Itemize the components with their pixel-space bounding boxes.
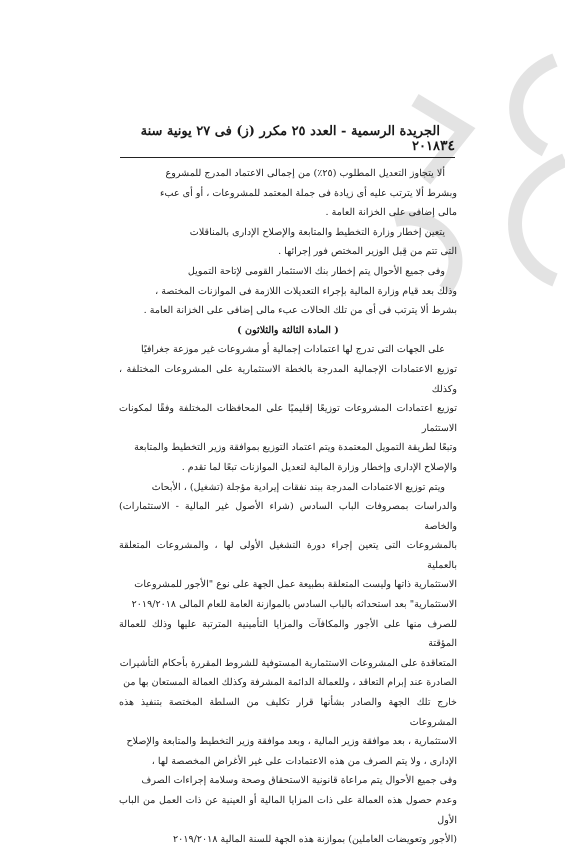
text-line: (الأجور وتعويضات العاملين) بموازنة هذه الجهة للسنة المالية ٢٠١٩/٢٠١٨ <box>173 834 457 846</box>
text-line: خارج تلك الجهة والصادر بشأنها قرار تكليف من السلطة المختصة بتنفيذ هذه المشروعات <box>119 697 457 728</box>
text-line: الاستثمارية" بعد استحداثه بالباب السادس بالموازنة العامة للعام المالى ٢٠١٩/٢٠١٨ <box>131 599 457 611</box>
text-line: وفى جميع الأحوال يتم مراعاة قانونية الاستحقاق وصحة وسلامة إجراءات الصرف <box>141 775 457 787</box>
page-number: ٣٤ <box>439 138 455 154</box>
text-line: الصادرة عند إبرام التعاقد ، وللعمالة الدائمة المشرفة وكذلك العمالة المستعان بها من <box>123 677 457 689</box>
text-line: يتعين إخطار وزارة التخطيط والمتابعة والإصلاح الإدارى بالمناقلات <box>189 226 445 238</box>
text-line: وعدم حصول هذه العمالة على ذات المزايا المالية أو العينية عن ذات العمل من الباب الأول <box>119 795 457 826</box>
text-line: وتبعًا لطريقة التمويل المعتمدة ويتم اعتماد التوزيع بموافقة وزير التخطيط والمتابعة <box>134 442 457 454</box>
text-line: ويتم توزيع الاعتمادات المدرجة ببند نفقات إيرادية مؤجلة (تشغيل) ، الأبحاث <box>151 481 445 493</box>
text-line: على الجهات التى تدرج لها اعتمادات إجمالية أو مشروعات غير موزعة جغرافيًا <box>141 344 445 356</box>
text-line: بالمشروعات التى يتعين إجراء دورة التشغيل الأولى لها ، والمشروعات المتعلقة بالعملية <box>119 540 457 571</box>
text-line: والإصلاح الإدارى وإخطار وزارة المالية لتعديل الموازنات تبعًا لما تقدم . <box>181 461 457 473</box>
text-line: المتعاقدة على المشروعات الاستثمارية المستوفية للشروط المقررة بأحكام التأشيرات <box>119 657 457 669</box>
text-line: توزيع اعتمادات المشروعات توزيعًا إقليميًا على المحافظات المختلفة وفقًا لمكونات الاستثمار <box>119 403 457 434</box>
text-line: وبشرط ألا يترتب عليه أى زيادة فى جملة المعتمد للمشروعات ، أو أى عبء <box>159 187 457 199</box>
text-line: للصرف منها على الأجور والمكافآت والمزايا التأمينية المترتبة عليها وذلك للعمالة المؤقتة <box>119 618 457 650</box>
page-header <box>120 124 455 154</box>
text-line: والدراسات بمصروفات الباب السادس (شراء الأصول غير المالية - الاستثمارات) والخاصة <box>119 501 457 532</box>
document-body <box>119 164 457 850</box>
gazette-title: الجريدة الرسمية - العدد ٢٥ مكرر (ز) فى ٢٧ يونية سنة ٢٠١٨ <box>140 124 440 154</box>
text-line: الاستثمارية ، بعد موافقة وزير المالية ، وبعد موافقة وزير التخطيط والمتابعة والإصلاح <box>126 736 457 748</box>
text-line: وفى جميع الأحوال يتم إخطار بنك الاستثمار القومى لإتاحة التمويل <box>187 265 445 277</box>
article-title: ( المادة الثالثة والثلاثون ) <box>237 324 339 336</box>
text-line: الاستثمارية ذاتها وليست المتعلقة بطبيعة عمل الجهة على نوع "الأجور للمشروعات <box>134 579 457 591</box>
text-line: مالى إضافى على الخزانة العامة . <box>325 207 457 219</box>
text-line: وذلك بعد قيام وزارة المالية بإجراء التعديلات اللازمة فى الموازنات المختصة ، <box>155 285 457 297</box>
header-divider <box>120 157 455 158</box>
text-line: التى تتم من قِبل الوزير المختص فور إجرائها . <box>278 246 457 258</box>
text-line: الإدارى ، ولا يتم الصرف من هذه الاعتمادات على غير الأغراض المخصصة لها ، <box>151 755 457 767</box>
text-line: ألا يتجاوز التعديل المطلوب (٢٥٪) من إجمالى الاعتماد المدرج للمشروع <box>165 168 445 179</box>
text-line: توزيع الاعتمادات الإجمالية المدرجة بالخطة الاستثمارية على المشروعات المختلفة ، وكذلك <box>119 363 457 395</box>
text-line: بشرط ألا يترتب فى أى من تلك الحالات عبء مالى إضافى على الخزانة العامة . <box>143 305 457 317</box>
